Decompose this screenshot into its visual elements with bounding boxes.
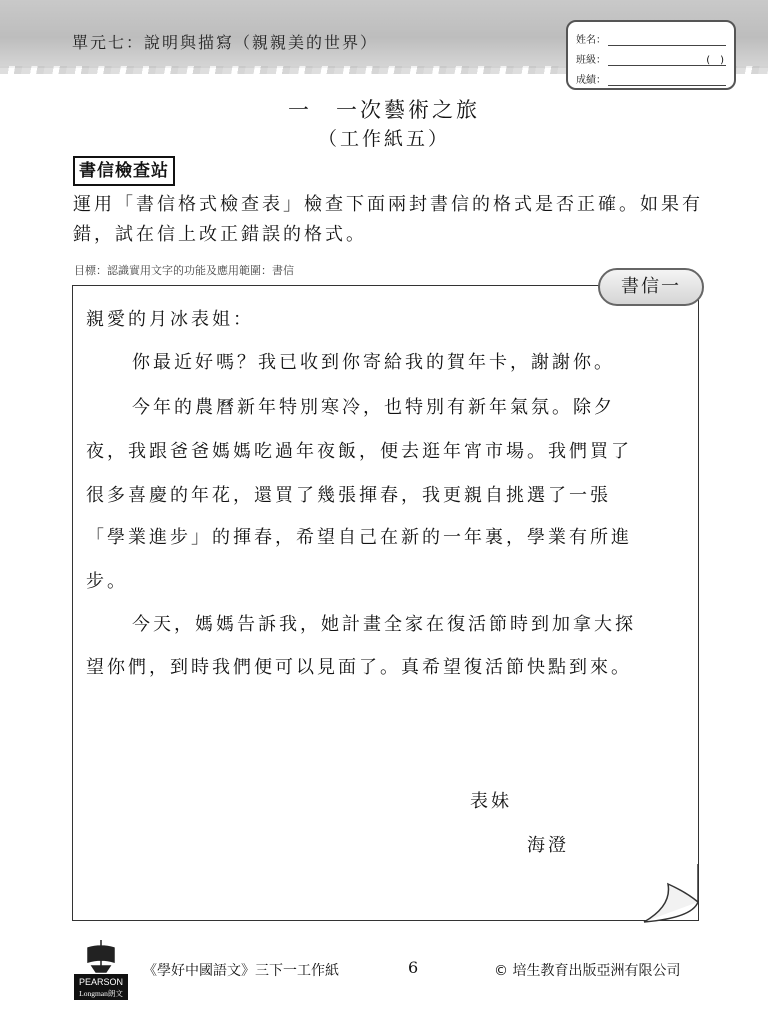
class-label: 班級：: [576, 55, 606, 66]
class-field[interactable]: [608, 53, 726, 66]
learning-objective: 目標：認識實用文字的功能及應用範圍：書信: [74, 264, 294, 277]
letter-line: 很多喜慶的年花，還買了幾張揮春，我更親自挑選了一張: [86, 485, 611, 506]
section-tag: 書信檢查站: [73, 156, 175, 186]
worksheet-subtitle: （工作紙五）: [317, 128, 450, 150]
letter-line: 今年的農曆新年特別寒冷，也特別有新年氣氛。除夕: [132, 397, 615, 418]
name-field[interactable]: [608, 33, 726, 46]
logo-text-bottom: Longman朗文: [79, 989, 123, 998]
footer-copyright: © 培生教育出版亞洲有限公司: [494, 963, 681, 979]
logo-text-top: PEARSON: [78, 977, 124, 987]
page-curl-icon: [642, 862, 712, 924]
letter-line: 「學業進步」的揮春，希望自己在新的一年裏，學業有所進: [86, 527, 632, 548]
footer-book-title: 《學好中國語文》三下一工作紙: [143, 963, 339, 979]
unit-title: 單元七：說明與描寫（親親美的世界）: [72, 33, 379, 52]
signature-name: 海澄: [527, 835, 569, 856]
letter-line: 你最近好嗎？我已收到你寄給我的賀年卡，謝謝你。: [132, 352, 615, 373]
class-number-paren: ( ): [706, 55, 724, 66]
letter-box: [72, 285, 699, 921]
letter-line: 望你們，到時我們便可以見面了。真希望復活節快點到來。: [86, 657, 632, 678]
name-row: [576, 26, 726, 46]
signature-relation: 表妹: [470, 791, 512, 812]
worksheet-title: 一 一次藝術之旅: [288, 98, 480, 122]
student-info-card: [566, 20, 736, 90]
class-row: [576, 46, 726, 66]
letter-salutation: 親愛的月冰表姐：: [86, 309, 254, 330]
score-label: 成績：: [576, 75, 606, 86]
name-label: 姓名：: [576, 35, 606, 46]
instructions: 運用「書信格式檢查表」檢查下面兩封書信的格式是否正確。如果有錯，試在信上改正錯誤的格式。: [73, 194, 703, 245]
letter-line: 夜，我跟爸爸媽媽吃過年夜飯，便去逛年宵市場。我們買了: [86, 441, 632, 462]
letter-line: 今天，媽媽告訴我，她計畫全家在復活節時到加拿大探: [132, 614, 636, 635]
pearson-logo: [74, 938, 128, 1000]
letter-tab: 書信一: [598, 268, 704, 306]
score-field[interactable]: [608, 73, 726, 86]
page-number: 6: [408, 958, 419, 977]
score-row: [576, 66, 726, 86]
letter-line: 步。: [86, 571, 128, 592]
